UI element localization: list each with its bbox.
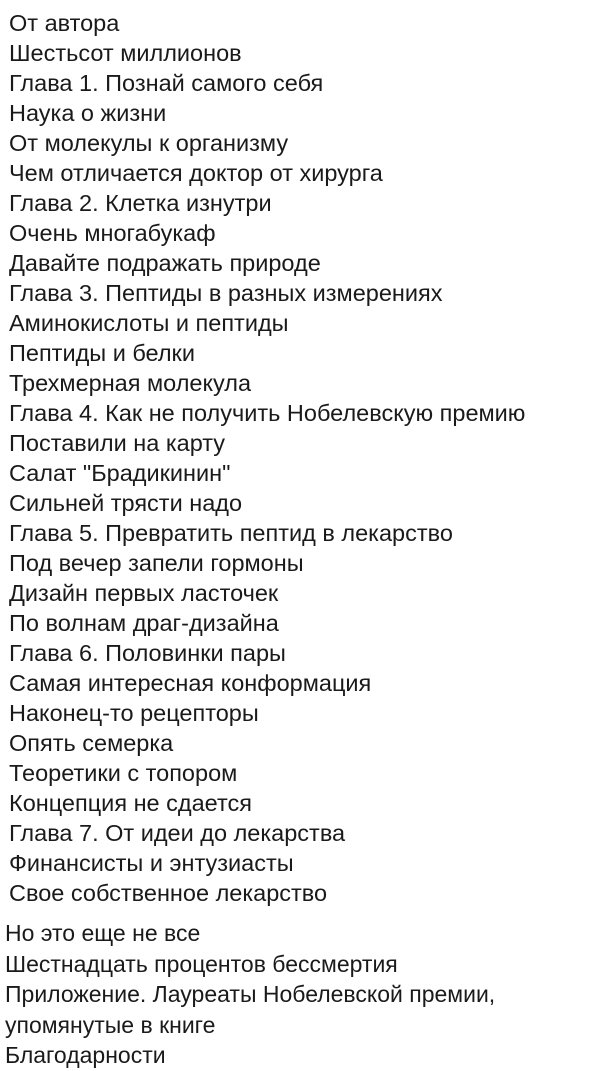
toc-chapter-heading[interactable]: Глава 7. От идеи до лекарства <box>9 820 346 846</box>
toc-item[interactable]: Шестьсот миллионов <box>9 40 242 66</box>
toc-chapter-heading[interactable]: Глава 6. Половинки пары <box>9 640 286 666</box>
toc-item[interactable]: Салат "Брадикинин" <box>9 460 231 486</box>
toc-item[interactable]: Давайте подражать природе <box>9 250 321 276</box>
toc-chapter-heading[interactable]: Глава 5. Превратить пептид в лекарство <box>9 520 453 546</box>
table-of-contents <box>9 8 525 908</box>
toc-item[interactable]: Но это еще не все <box>5 920 201 946</box>
toc-item[interactable]: Теоретики с топором <box>9 760 238 786</box>
toc-item[interactable]: Шестнадцать процентов бессмертия <box>5 950 398 977</box>
toc-chapter-heading[interactable]: Глава 3. Пептиды в разных измерениях <box>9 280 443 306</box>
toc-item[interactable]: Концепция не сдается <box>9 790 252 816</box>
toc-item[interactable]: Поставили на карту <box>9 430 226 456</box>
toc-item[interactable]: Очень многабукаф <box>9 220 216 246</box>
toc-chapter-heading[interactable]: Глава 4. Как не получить Нобелевскую премию <box>9 400 526 426</box>
toc-item[interactable]: Свое собственное лекарство <box>9 880 328 906</box>
table-of-contents-appendix <box>5 918 605 1071</box>
toc-item[interactable]: Под вечер запели гормоны <box>9 550 304 576</box>
toc-item[interactable]: Наконец-то рецепторы <box>9 700 259 726</box>
toc-item[interactable]: Аминокислоты и пептиды <box>9 310 289 336</box>
toc-chapter-heading[interactable]: Глава 2. Клетка изнутри <box>9 190 272 216</box>
toc-item[interactable]: Сильней трясти надо <box>9 490 243 516</box>
toc-item[interactable]: По волнам драг-дизайна <box>9 610 279 636</box>
toc-item[interactable]: Трехмерная молекула <box>9 370 252 396</box>
toc-item[interactable]: От автора <box>9 10 120 36</box>
toc-item[interactable]: Самая интересная конформация <box>9 670 372 696</box>
toc-item[interactable]: Благодарности <box>5 1042 166 1068</box>
toc-item[interactable]: От молекулы к организму <box>9 130 289 156</box>
toc-item-appendix[interactable] <box>5 979 605 1040</box>
toc-item-line: упомянутые в книге <box>5 1011 216 1038</box>
toc-item[interactable]: Пептиды и белки <box>9 340 195 366</box>
toc-item[interactable]: Наука о жизни <box>9 100 167 126</box>
toc-chapter-heading[interactable]: Глава 1. Познай самого себя <box>9 70 324 96</box>
toc-item-line: Приложение. Лауреаты Нобелевской премии, <box>5 981 496 1007</box>
toc-item[interactable]: Финансисты и энтузиасты <box>9 850 294 876</box>
toc-item[interactable]: Опять семерка <box>9 730 174 756</box>
toc-item[interactable]: Чем отличается доктор от хирурга <box>9 160 383 186</box>
toc-item[interactable]: Дизайн первых ласточек <box>9 580 279 606</box>
